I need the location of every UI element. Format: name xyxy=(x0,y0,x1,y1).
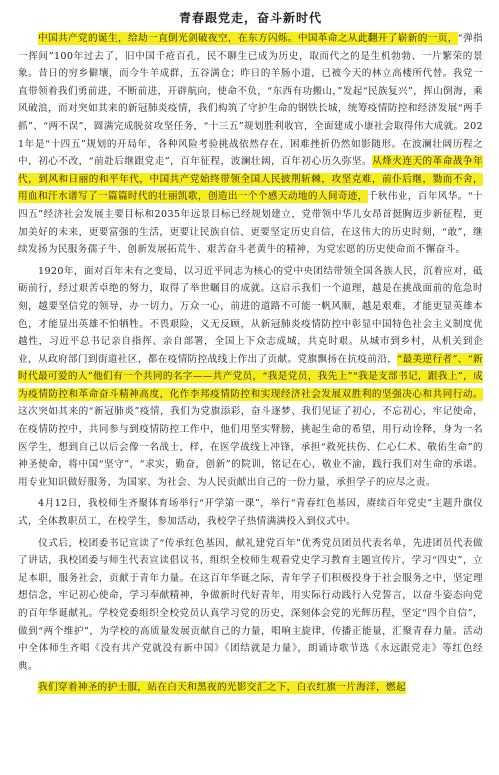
body-text: 千秋伟业，百年风华。“十四五”经济社会发展主要目标和2035年远景目标已经规划建立，党带领中华儿女昂首挺胸迈步新征程，更加美好的未来，更要富强的生活，更要让民族自信、更要坚定历史自信，在这伟大的历史时刻，“敢”，继续发扬为民服务孺子牛、创新发展拓荒牛、艰苦奋斗老黄牛的精神，为党宏愿的历史使命而不懈奋斗。 xyxy=(18,191,484,256)
body-text: 仪式后，校团委书记宣读了“传承红色基因，献礼建党百年”优秀党员团员代表名单，先进团员代表做了讲话，我校团委与师生代表宣读倡议书，组织全校师生观看党史学习教育主题宣传片，学习“四史”，立足本职，服务社会，贡献于青年力量。在这百年华诞之际，青年学子们积极投身于社会服务之中，坚定理想信念，牢记初心使命，学习奉献精神，争做新时代好青年，用实际行动践行入党誓言，以奋斗姿态向党的百年华诞献礼。学校党委组织全校党员认真学习党的历史，深刻体会党的光辉历程，坚定“四个自信”，做到“两个维护”，为学校的高质量发展贡献自己的力量，唱响主旋律，传播正能量，汇聚青春力量。活动中全体师生齐唱《没有共产党就没有新中国》《团结就是力量》，朗诵诗歌节选《永远跟党走》等红色经典。 xyxy=(18,537,483,672)
body-text: 4月12日，我校师生齐聚体育场举行“开学第一课”，举行“青春红色基因，赓续百年党史”主题升旗仪式，全体教职员工，在校学生，参加活动，我校学子热情满满投入到仪式中。 xyxy=(18,498,483,528)
paragraph-p2 xyxy=(18,263,483,492)
document-body xyxy=(18,30,483,697)
highlighted-text: 中国共产党的诞生，给劫一直倒光剑破夜空，在东方闪烁。中国革命之从此翻开了崭新的一页， xyxy=(38,33,458,44)
document-title: 青春跟党走，奋斗新时代 xyxy=(178,11,322,25)
body-text: “弹指一挥间”100年过去了，旧中国千疮百孔，民不聊生已成为历史，取而代之的是生机勃勃、一片繁荣的景象。昔日的穷乡僻壤，而今牛羊成群，五谷满仓；昨日的羊肠小道，已被今天的林立高楼所代替。我党一直带领着我们勇前进，不断前进，开辟航向，使命不负，“东西有功搬山，”发起“民族复兴”，挥山倒海，乘风破浪，而对突如其来的新冠肺炎疫情，我们构筑了守护生命的钢铁长城，统筹疫情防控和经济发展“两手抓”、“两不误”，圆满完成脱贫攻坚任务，“十三五”规划胜利收官，全面建成小康社会取得伟大成就。2021年是“十四五”规划的开局年，各种风险考验挑战依然存在，困难挫折仍然如影随形。在波澜壮阔历程之中，初心不改，“前赴后继跟党走”，百年征程，波澜壮阔，百年初心历久弥坚。 xyxy=(18,33,483,168)
body-text: 1920年，面对百年未有之变局，以习近平同志为核心的党中央团结带领全国各族人民，沉着应对，砥砺前行，经过艰苦卓绝的努力，取得了举世瞩目的成就。这启示我们一个道理，越是在挑战面前的危急时刻，越要坚信党的领导，办一切力，万众一心，前进的道路不可能一帆风顺，越是艰难，才能更显英雄本色，才能显出英雄不怕牺牲。不畏艰险，义无反顾，从新冠肺炎疫情防控中彰显中国特色社会主义制度优越性，习近平总书记亲自指挥、亲自部署，全国上下众志成城，共克时艰。从城市到乡村，从机关到企业，从政府部门到街道社区，都在疫情防控战线上作出了贡献。党旗飘扬在抗疫前沿， xyxy=(18,265,483,365)
highlighted-text: 从烽火连天的革命战争年代，到风和日丽的和平年代，中国共产党始终带领全国人民披荆斩棘，攻坚克难，前仆后继，勠而不舍，用血和汗水谱写了一篇篇时代的壮丽凯歌，创造出一个个感天动地的人间奇迹， xyxy=(18,156,483,203)
highlighted-text: 我们穿着神圣的护士服，站在白天和黑夜的光影交汇之下，白衣红旗一片海洋，燃起 xyxy=(38,682,406,694)
body-text: 这次突如其来的“新冠肺炎”疫情，我们为党旗添彩，奋斗逐梦、我们见证了初心，不忘初心，牢记使命，在疫情防控中，共同参与到疫情防控工作中，他们用坚实臂膀，挑起生命的希望，用行动诠释，身为一名医学生，想到自己以后会像一名战士，样，在医学战线上冲锋，承担“救死扶伤、仁心仁术、敬佑生命”的神圣使命，将中国“坚守”，“求实，勤奋，创新”的院训，铭记在心，敬业不渝，践行我们对生命的承诺。用专业知识做好服务，为国家、为社会、为人民贡献出自己的一份力量，承担学子的应尽之责。 xyxy=(18,406,483,488)
paragraph-p3 xyxy=(18,495,483,530)
paragraph-p5 xyxy=(18,679,483,697)
highlighted-text: “最美逆行者”、“新时代最可爱的人”他们有一个共同的名字——共产党员，“我是党员，我先上”“我是支部书记，跟我上”，成为疫情防控和革命奋斗精神高度，化作李邦疫情防控和实现经济社会发展双胜利的坚强决心和共同行动。 xyxy=(18,353,483,400)
paragraph-p1 xyxy=(18,30,483,259)
paragraph-p4 xyxy=(18,535,483,676)
